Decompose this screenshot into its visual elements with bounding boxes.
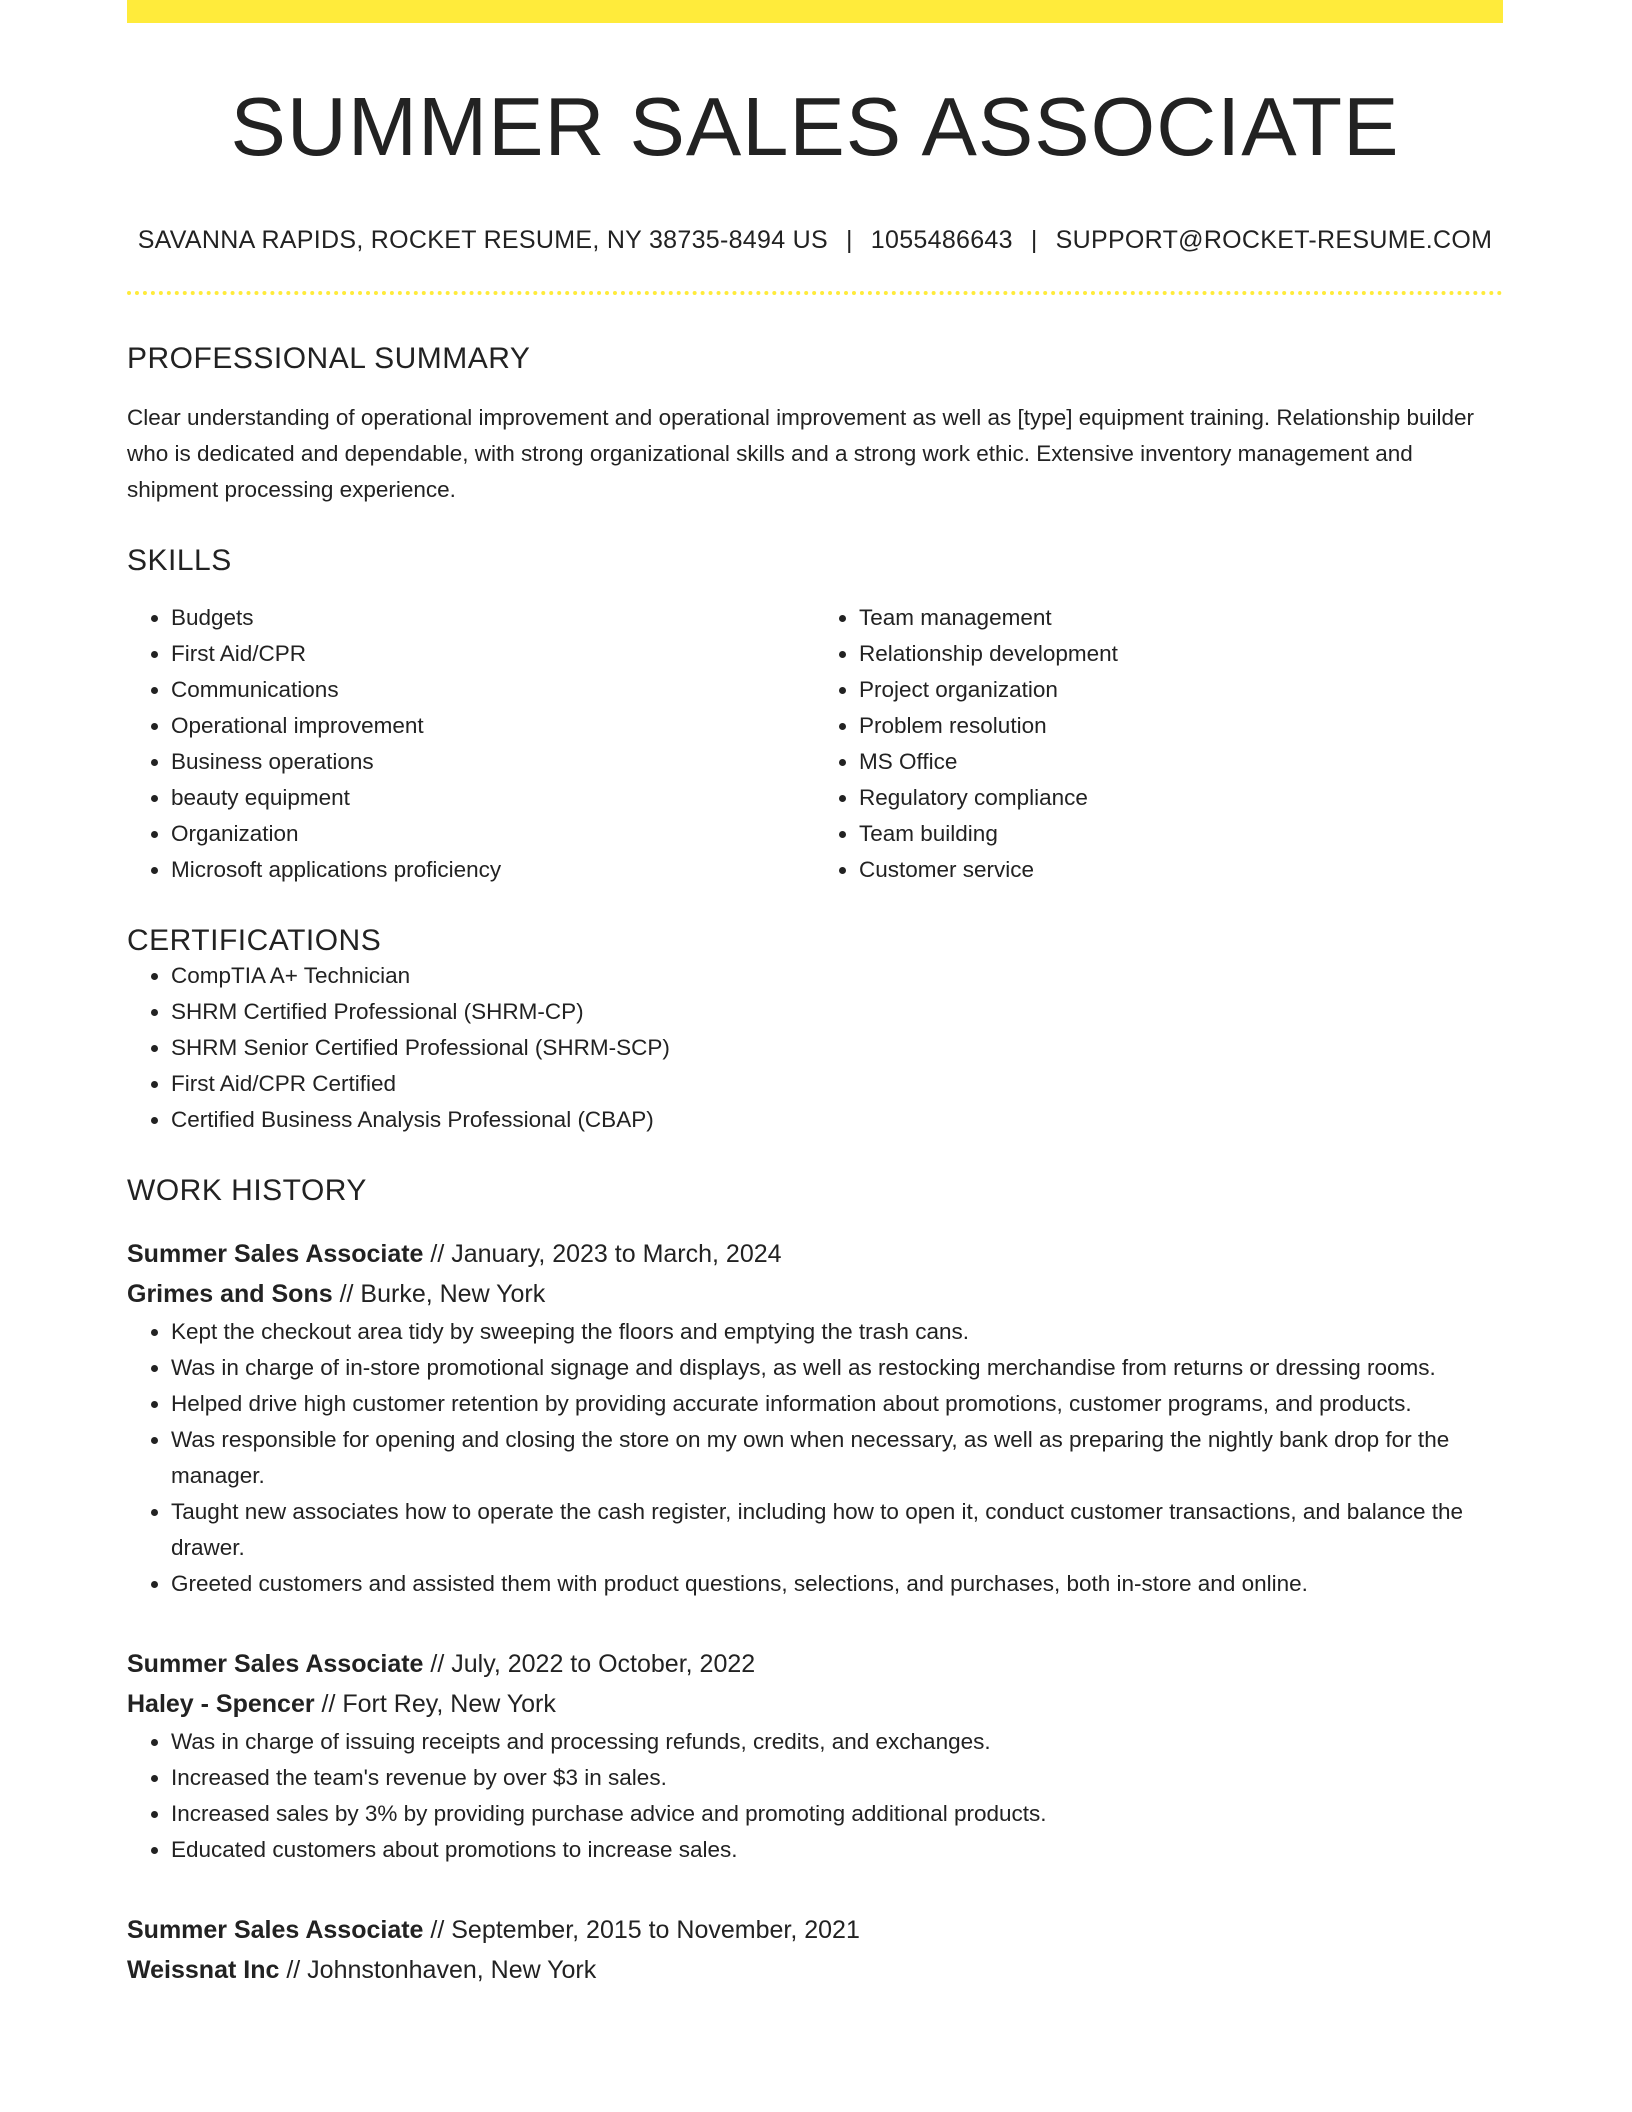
- skill-item: • Problem resolution: [859, 708, 1503, 744]
- contact-address: SAVANNA RAPIDS, ROCKET RESUME, NY 38735-8494 US: [137, 226, 828, 255]
- resume-title: SUMMER SALES ASSOCIATE: [230, 80, 1400, 173]
- section-title: WORK HISTORY: [127, 1174, 367, 1208]
- job-title-line: [127, 1910, 1503, 1950]
- certification-item: • First Aid/CPR Certified: [171, 1066, 1503, 1102]
- skill-item: • Project organization: [859, 672, 1503, 708]
- skill-item: • beauty equipment: [171, 780, 815, 816]
- job-company: Weissnat Inc: [127, 1956, 280, 1985]
- skills-list-left: [127, 600, 815, 888]
- certifications-list: [127, 958, 1503, 1138]
- skill-item: • Microsoft applications proficiency: [171, 852, 815, 888]
- job-duty: • Was in charge of issuing receipts and processing refunds, credits, and exchanges.: [171, 1724, 1503, 1760]
- certification-item: • SHRM Senior Certified Professional (SHRM-SCP): [171, 1030, 1503, 1066]
- section-title: CERTIFICATIONS: [127, 924, 382, 958]
- job-entry: [127, 1644, 1503, 1868]
- dotted-divider: [127, 291, 1503, 295]
- job-role: Summer Sales Associate: [127, 1650, 424, 1679]
- job-duties-list: [127, 1314, 1503, 1602]
- job-duty: • Educated customers about promotions to increase sales.: [171, 1832, 1503, 1868]
- contact-email: SUPPORT@ROCKET-RESUME.COM: [1055, 226, 1493, 255]
- skill-item: • Business operations: [171, 744, 815, 780]
- skills-column-left: [127, 600, 815, 888]
- summary-text: Clear understanding of operational improvement and operational improvement as well as [type] equipment training. Relationship builder who is dedicated and dependable, with strong organizational skills and a strong work ethic. Extensive inventory management and shipment processing experience.: [127, 405, 1475, 503]
- skill-item: • Communications: [171, 672, 815, 708]
- job-duty: • Was in charge of in-store promotional signage and displays, as well as restocking merchandise from returns or dressing rooms.: [171, 1350, 1503, 1386]
- accent-bar: [127, 0, 1503, 23]
- job-title-line: [127, 1234, 1503, 1274]
- contact-separator: |: [846, 226, 853, 255]
- job-dates: // July, 2022 to October, 2022: [430, 1650, 756, 1679]
- skill-item: • Customer service: [859, 852, 1503, 888]
- skill-item: • Team management: [859, 600, 1503, 636]
- work-history-section: [127, 1174, 1503, 1990]
- job-company-line: [127, 1274, 1503, 1314]
- section-title: PROFESSIONAL SUMMARY: [127, 342, 531, 376]
- skills-column-right: [815, 600, 1503, 888]
- professional-summary-section: [127, 342, 1503, 508]
- job-duty: • Increased sales by 3% by providing purchase advice and promoting additional products.: [171, 1796, 1503, 1832]
- job-duty: • Kept the checkout area tidy by sweeping the floors and emptying the trash cans.: [171, 1314, 1503, 1350]
- job-dates: // January, 2023 to March, 2024: [430, 1240, 782, 1269]
- job-location: // Burke, New York: [339, 1280, 546, 1309]
- job-company-line: [127, 1950, 1503, 1990]
- skills-section: [127, 544, 1503, 888]
- skill-item: • Organization: [171, 816, 815, 852]
- certifications-section: [127, 924, 1503, 1138]
- skill-item: • Team building: [859, 816, 1503, 852]
- certification-item: • Certified Business Analysis Professional (CBAP): [171, 1102, 1503, 1138]
- job-location: // Fort Rey, New York: [321, 1690, 556, 1719]
- job-company: Grimes and Sons: [127, 1280, 333, 1309]
- job-role: Summer Sales Associate: [127, 1240, 424, 1269]
- job-entry: [127, 1910, 1503, 1990]
- job-location: // Johnstonhaven, New York: [286, 1956, 597, 1985]
- skill-item: • Regulatory compliance: [859, 780, 1503, 816]
- contact-separator: |: [1030, 226, 1038, 255]
- skill-item: • Budgets: [171, 600, 815, 636]
- certification-item: • SHRM Certified Professional (SHRM-CP): [171, 994, 1503, 1030]
- job-company: Haley - Spencer: [127, 1690, 315, 1719]
- skills-list-right: [815, 600, 1503, 888]
- job-duty: • Increased the team's revenue by over $3 in sales.: [171, 1760, 1503, 1796]
- contact-line: [127, 226, 1503, 255]
- certification-item: • CompTIA A+ Technician: [171, 958, 1503, 994]
- job-duty: • Greeted customers and assisted them with product questions, selections, and purchases, both in-store and online.: [171, 1566, 1503, 1602]
- resume-page: [127, 0, 1503, 1990]
- job-duty: • Taught new associates how to operate the cash register, including how to open it, conduct customer transactions, and balance the drawer.: [171, 1494, 1503, 1566]
- skill-item: • Relationship development: [859, 636, 1503, 672]
- job-duty: • Was responsible for opening and closing the store on my own when necessary, as well as preparing the nightly bank drop for the manager.: [171, 1422, 1503, 1494]
- skill-item: • First Aid/CPR: [171, 636, 815, 672]
- job-duties-list: [127, 1724, 1503, 1868]
- skill-item: • MS Office: [859, 744, 1503, 780]
- skill-item: • Operational improvement: [171, 708, 815, 744]
- job-role: Summer Sales Associate: [127, 1916, 424, 1945]
- job-title-line: [127, 1644, 1503, 1684]
- job-entry: [127, 1234, 1503, 1602]
- skills-columns: [127, 600, 1503, 888]
- job-dates: // September, 2015 to November, 2021: [430, 1916, 860, 1945]
- section-title: SKILLS: [127, 544, 232, 578]
- job-duty: • Helped drive high customer retention by providing accurate information about promotions, customer programs, and products.: [171, 1386, 1503, 1422]
- contact-phone: 1055486643: [870, 226, 1013, 255]
- job-company-line: [127, 1684, 1503, 1724]
